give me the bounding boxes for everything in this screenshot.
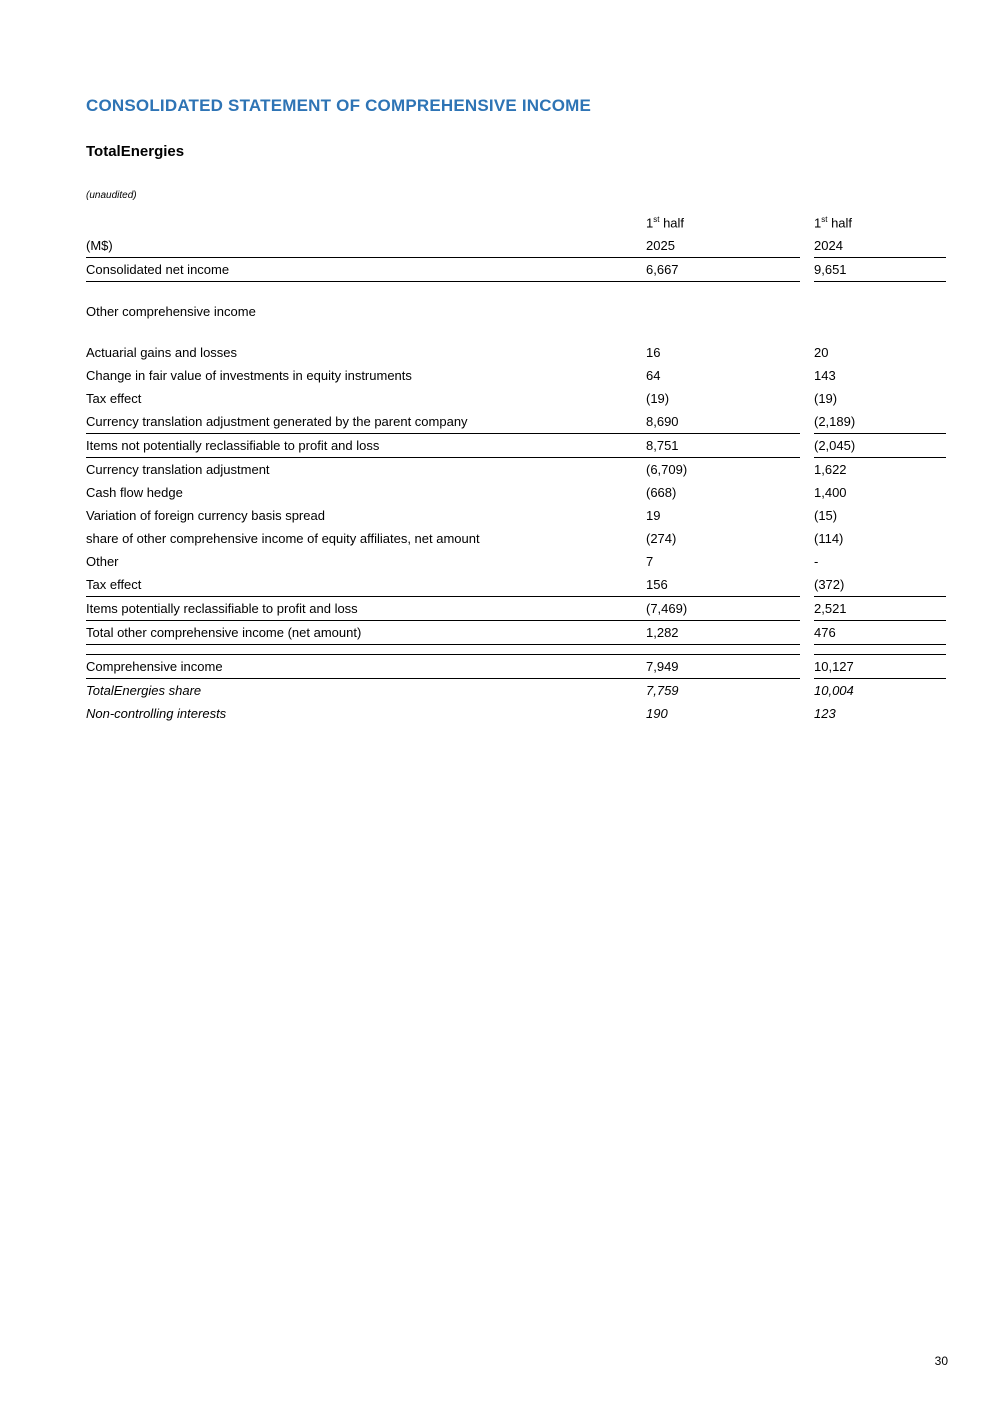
col-gap xyxy=(800,620,814,644)
value-2024: 476 xyxy=(814,620,946,644)
col-gap xyxy=(800,678,814,702)
row-label: Variation of foreign currency basis spread xyxy=(86,507,325,523)
value-2024: (19) xyxy=(814,390,838,406)
row-label: Actuarial gains and losses xyxy=(86,344,238,360)
spacer-cell xyxy=(86,282,946,300)
table-row xyxy=(86,364,946,387)
spacer-row xyxy=(86,282,946,300)
value-2024: (2,189) xyxy=(814,410,946,434)
period-num: 1 xyxy=(814,215,822,231)
section-heading-row xyxy=(86,300,946,323)
value-2025: (6,709) xyxy=(646,461,688,477)
col-gap xyxy=(800,550,814,573)
page-number: 30 xyxy=(934,1354,948,1368)
value-2024: 20 xyxy=(814,344,829,360)
table-row xyxy=(86,550,946,573)
col-gap xyxy=(800,364,814,387)
row-label: TotalEnergies share xyxy=(86,682,202,698)
period-sup: st xyxy=(821,215,828,224)
value-2024: 10,004 xyxy=(814,682,854,698)
period-header-row xyxy=(86,211,946,234)
year-header-2024: 2024 xyxy=(814,234,946,258)
table-row xyxy=(86,596,946,620)
value-2024: (2,045) xyxy=(814,433,946,457)
value-2024: (15) xyxy=(814,507,838,523)
col-gap xyxy=(800,433,814,457)
period-num: 1 xyxy=(646,215,654,231)
col-gap xyxy=(800,341,814,364)
row-label: Total other comprehensive income (net amount) xyxy=(86,620,646,644)
value-2025: (19) xyxy=(646,390,670,406)
spacer-cell xyxy=(86,323,946,341)
row-label: Items not potentially reclassifiable to profit and loss xyxy=(86,433,646,457)
value-2025: 64 xyxy=(646,367,661,383)
table-row xyxy=(86,620,946,644)
unaudited-note: (unaudited) xyxy=(86,190,137,201)
col-gap xyxy=(800,410,814,434)
period-sup: st xyxy=(653,215,660,224)
table-row xyxy=(86,258,946,282)
value-2025: 6,667 xyxy=(646,258,800,282)
col-gap xyxy=(800,457,814,481)
row-label: Currency translation adjustment generated by the parent company xyxy=(86,410,646,434)
table-row xyxy=(86,527,946,550)
row-label: Cash flow hedge xyxy=(86,484,183,500)
value-2024: 2,521 xyxy=(814,596,946,620)
period-header-2025 xyxy=(646,211,800,234)
value-2025: 7,949 xyxy=(646,654,800,678)
spacer-row xyxy=(86,644,946,654)
value-2025: 16 xyxy=(646,344,661,360)
row-label: Tax effect xyxy=(86,390,142,406)
value-2024: 143 xyxy=(814,367,836,383)
spacer-row xyxy=(86,323,946,341)
value-2025: 7 xyxy=(646,553,654,569)
table-row xyxy=(86,457,946,481)
row-label: Change in fair value of investments in equity instruments xyxy=(86,367,412,383)
comprehensive-income-table xyxy=(86,211,946,725)
unit-label: (M$) xyxy=(86,234,646,258)
table-row xyxy=(86,504,946,527)
row-label: Other xyxy=(86,553,119,569)
value-2025: (7,469) xyxy=(646,596,800,620)
table-row xyxy=(86,341,946,364)
value-2024: 1,400 xyxy=(814,484,847,500)
value-2025: 190 xyxy=(646,705,668,721)
col-gap xyxy=(800,573,814,597)
value-2025: 8,751 xyxy=(646,433,800,457)
col-gap xyxy=(800,258,814,282)
col-gap xyxy=(800,527,814,550)
table-row xyxy=(86,410,946,434)
company-name: TotalEnergies xyxy=(86,143,185,160)
table-row xyxy=(86,481,946,504)
table-row xyxy=(86,433,946,457)
value-2025: 19 xyxy=(646,507,661,523)
period-rest: half xyxy=(827,215,853,231)
col-gap xyxy=(800,596,814,620)
value-2024: (372) xyxy=(814,573,946,597)
row-label: Items potentially reclassifiable to profit and loss xyxy=(86,596,646,620)
value-2025: (274) xyxy=(646,530,677,546)
table-row xyxy=(86,702,946,725)
value-2024: 9,651 xyxy=(814,258,946,282)
header-gap xyxy=(800,234,814,258)
value-2025: 7,759 xyxy=(646,682,679,698)
table-row xyxy=(86,573,946,597)
period-header-2024 xyxy=(814,211,946,234)
row-label: Non-controlling interests xyxy=(86,705,227,721)
header-spacer xyxy=(86,211,646,234)
value-2024: 1,622 xyxy=(814,461,847,477)
value-2024: (114) xyxy=(814,530,844,546)
spacer-cell xyxy=(86,644,946,654)
col-gap xyxy=(800,504,814,527)
year-header-row xyxy=(86,234,946,258)
col-gap xyxy=(800,702,814,725)
period-rest: half xyxy=(659,215,685,231)
table-row xyxy=(86,678,946,702)
row-label: Comprehensive income xyxy=(86,654,646,678)
section-heading: Other comprehensive income xyxy=(86,303,256,319)
col-gap xyxy=(800,654,814,678)
table-body xyxy=(86,258,946,725)
value-2024: 10,127 xyxy=(814,654,946,678)
row-label: share of other comprehensive income of equity affiliates, net amount xyxy=(86,530,480,546)
value-2025: (668) xyxy=(646,484,677,500)
header-gap xyxy=(800,211,814,234)
row-label: Tax effect xyxy=(86,573,646,597)
col-gap xyxy=(800,387,814,410)
table-row xyxy=(86,654,946,678)
value-2024: 123 xyxy=(814,705,836,721)
col-gap xyxy=(800,481,814,504)
value-2024: - xyxy=(814,553,819,569)
year-header-2025: 2025 xyxy=(646,234,800,258)
row-label: Currency translation adjustment xyxy=(86,461,270,477)
page-title: CONSOLIDATED STATEMENT OF COMPREHENSIVE INCOME xyxy=(86,96,592,115)
row-label: Consolidated net income xyxy=(86,258,646,282)
value-2025: 156 xyxy=(646,573,800,597)
value-2025: 8,690 xyxy=(646,410,800,434)
value-2025: 1,282 xyxy=(646,620,800,644)
table-row xyxy=(86,387,946,410)
